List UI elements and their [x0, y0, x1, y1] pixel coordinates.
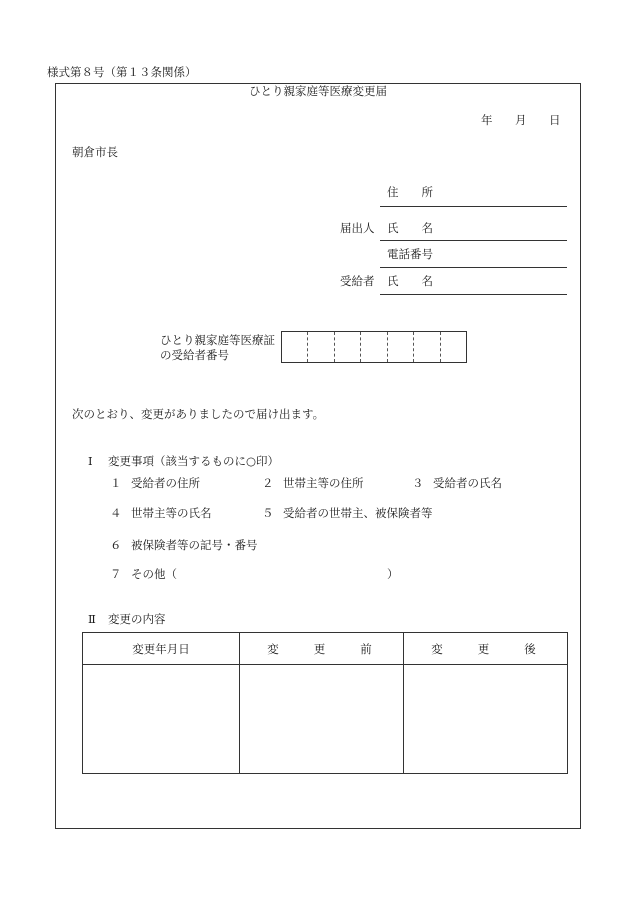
cell-after-change — [404, 665, 568, 774]
applicant-name-label: 氏 名 — [387, 221, 433, 235]
change-item-number: ５ — [262, 506, 274, 520]
change-item-text: 受給者の氏名 — [433, 476, 502, 490]
change-item-number: ６ — [110, 538, 122, 552]
certificate-number-cell — [334, 332, 360, 362]
section1-heading — [88, 454, 279, 468]
certificate-number-cell — [307, 332, 333, 362]
certificate-number-cell — [387, 332, 413, 362]
certificate-number-cell — [360, 332, 386, 362]
change-item — [110, 476, 200, 490]
form-title: ひとり親家庭等医療変更届 — [249, 84, 387, 98]
recipient-name-line — [380, 294, 567, 295]
cell-change-date — [83, 665, 240, 774]
date-month-label: 月 — [515, 113, 527, 127]
section2-heading — [88, 612, 166, 626]
applicant-label: 届出人 — [340, 221, 375, 235]
recipient-label: 受給者 — [340, 274, 375, 288]
change-item — [110, 538, 258, 552]
applicant-phone-line — [380, 267, 567, 268]
date-year-label: 年 — [481, 113, 493, 127]
change-item-other — [110, 567, 177, 581]
applicant-address-label: 住 所 — [387, 185, 433, 199]
certificate-number-cell — [440, 332, 466, 362]
certificate-label-line1: ひとり親家庭等医療証 — [160, 333, 275, 347]
certificate-number-cell — [413, 332, 439, 362]
change-item — [262, 506, 433, 520]
table-header-row — [83, 633, 568, 665]
change-item-number: ２ — [262, 476, 274, 490]
header-before-change: 変 更 前 — [240, 633, 404, 665]
applicant-name-line — [380, 240, 567, 241]
certificate-number-cell — [282, 332, 307, 362]
addressee: 朝倉市長 — [72, 145, 118, 159]
change-item — [110, 506, 212, 520]
section1-heading-text: 変更事項（該当するものに○印） — [108, 454, 280, 468]
change-item — [262, 476, 364, 490]
section2-numeral: Ⅱ — [88, 612, 96, 626]
certificate-number-box — [281, 331, 467, 363]
applicant-address-line — [380, 206, 567, 207]
change-item-text: 被保険者等の記号・番号 — [131, 538, 258, 552]
header-change-date: 変更年月日 — [83, 633, 240, 665]
change-item — [412, 476, 502, 490]
change-item-text: 受給者の住所 — [131, 476, 200, 490]
change-content-table — [82, 632, 568, 774]
change-item-text: 世帯主等の氏名 — [131, 506, 212, 520]
applicant-phone-label: 電話番号 — [387, 247, 433, 261]
change-item-text: その他（ — [131, 567, 177, 581]
change-item-number: １ — [110, 476, 122, 490]
recipient-name-label: 氏 名 — [387, 274, 433, 288]
change-item-text: 受給者の世帯主、被保険者等 — [283, 506, 433, 520]
header-after-change: 変 更 後 — [404, 633, 568, 665]
form-number: 様式第８号（第１３条関係） — [47, 65, 197, 79]
change-item-number: ７ — [110, 567, 122, 581]
certificate-label-line2: の受給者番号 — [160, 348, 229, 362]
change-item-number: ４ — [110, 506, 122, 520]
date-day-label: 日 — [549, 113, 561, 127]
change-item-text: 世帯主等の住所 — [283, 476, 364, 490]
section1-numeral: Ⅰ — [88, 454, 93, 468]
change-item-other-close-paren: ） — [387, 567, 399, 581]
change-item-number: ３ — [412, 476, 424, 490]
statement-text: 次のとおり、変更がありましたので届け出ます。 — [72, 407, 325, 421]
section2-heading-text: 変更の内容 — [108, 612, 166, 626]
table-row — [83, 665, 568, 774]
cell-before-change — [240, 665, 404, 774]
